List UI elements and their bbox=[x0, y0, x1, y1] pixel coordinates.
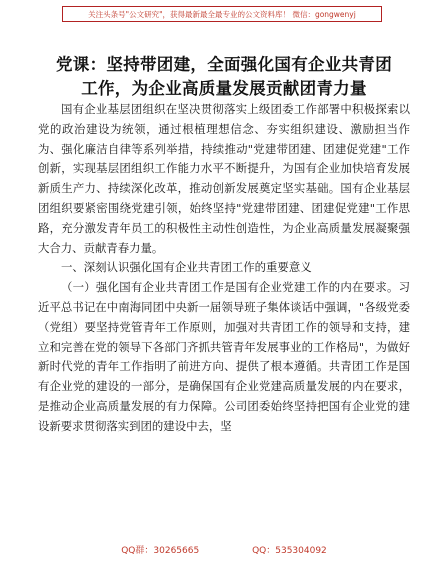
intro-paragraph: 国有企业基层团组织在坚决贯彻落实上级团委工作部署中积极探索以党的政治建设为统领，通过根植理想信念、夯实组织建设、激励担当作为、强化廉洁自律等系列举措，持续推动"党建带团建、团建促党建"工作创新，实现基层团组织工作能力水平不断提升，为国有企业加快培育发展新质生产力、持续深化改革，推动创新发展奠定坚实基础。国有企业基层团组织要紧密围绕党建引领，始终坚持"党建带团建、团建促党建"工作思路，充分激发青年员工的积极性主动性创造性，为企业高质量发展凝聚强大合力、贡献青春力量。 bbox=[38, 102, 410, 255]
document-body bbox=[38, 100, 410, 437]
footer-qq-group: QQ群：30265665 bbox=[121, 546, 200, 556]
footer bbox=[0, 543, 448, 556]
footer-qq: QQ：535304092 bbox=[252, 546, 327, 556]
section-heading: 一、深刻认识强化国有企业共青团工作的重要意义 bbox=[61, 260, 312, 275]
document-title: 党课：坚持带团建，全面强化国有企业共青团工作，为企业高质量发展贡献团青力量 bbox=[56, 55, 392, 98]
subsection-paragraph: （一）强化国有企业共青团工作是国有企业党建工作的内在要求。习近平总书记在中南海同团中央新一届领导班子集体谈话中强调，"各级党委（党组）要坚持党管青年工作原则，加强对共青团工作的领导和支持，建立和完善在党的领导下各部门齐抓共管青年发展事业的工作格局"，为做好新时代党的青年工作指明了前进方向、提供了根本遵循。共青团工作是国有企业党的建设的一部分，是确保国有企业党建高质量发展的内在要求，是推动企业高质量发展的有力保障。公司团委始终坚持把国有企业党的建设新要求贯彻落实到团的建设中去，坚 bbox=[38, 280, 410, 433]
header-banner: 关注头条号"公文研究"，获得最新最全最专业的公文资料库！ 微信：gongwenyj bbox=[62, 6, 382, 22]
